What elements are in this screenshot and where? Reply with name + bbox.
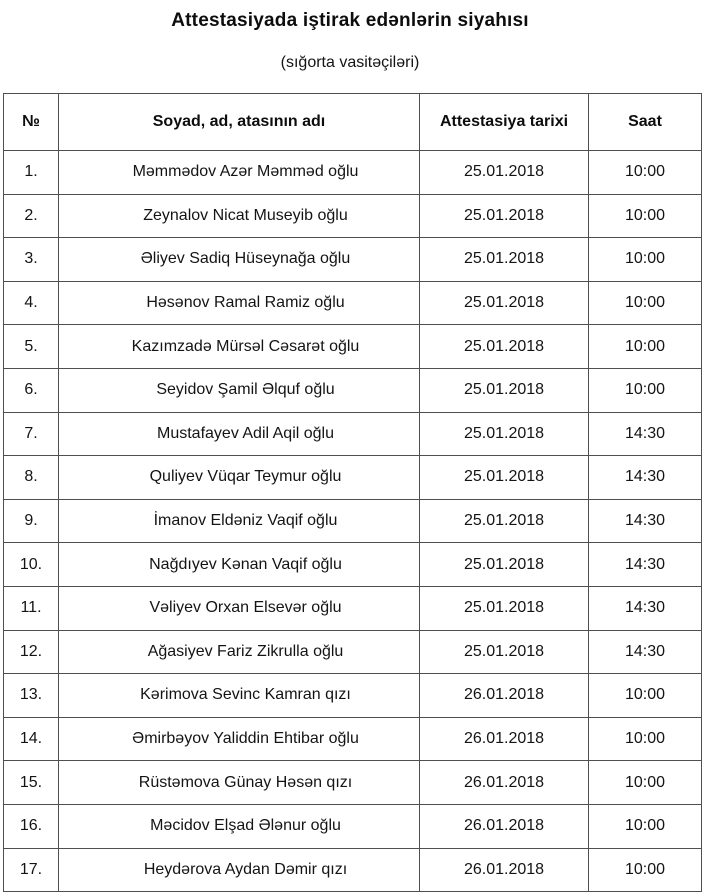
table-row	[4, 761, 702, 805]
cell-number: 1.	[4, 151, 59, 195]
cell-number: 10.	[4, 543, 59, 587]
cell-name: Nağdıyev Kənan Vaqif oğlu	[59, 543, 420, 587]
table-body	[4, 151, 702, 892]
cell-number: 12.	[4, 630, 59, 674]
cell-date: 25.01.2018	[420, 368, 589, 412]
table-header	[4, 94, 702, 151]
attestation-table	[3, 93, 702, 892]
table-row	[4, 848, 702, 892]
cell-time: 14:30	[589, 456, 702, 500]
cell-date: 26.01.2018	[420, 674, 589, 718]
cell-time: 10:00	[589, 281, 702, 325]
cell-date: 25.01.2018	[420, 499, 589, 543]
table-row	[4, 281, 702, 325]
cell-time: 10:00	[589, 368, 702, 412]
cell-number: 5.	[4, 325, 59, 369]
cell-number: 11.	[4, 586, 59, 630]
cell-name: Əliyev Sadiq Hüseynağa oğlu	[59, 238, 420, 282]
cell-date: 25.01.2018	[420, 281, 589, 325]
cell-time: 14:30	[589, 412, 702, 456]
cell-time: 10:00	[589, 804, 702, 848]
cell-number: 2.	[4, 194, 59, 238]
cell-name: Məcidov Elşad Ələnur oğlu	[59, 804, 420, 848]
cell-time: 14:30	[589, 630, 702, 674]
table-row	[4, 499, 702, 543]
cell-time: 10:00	[589, 761, 702, 805]
cell-date: 25.01.2018	[420, 412, 589, 456]
table-row	[4, 674, 702, 718]
cell-date: 26.01.2018	[420, 848, 589, 892]
cell-time: 10:00	[589, 151, 702, 195]
cell-time: 10:00	[589, 194, 702, 238]
table-row	[4, 325, 702, 369]
cell-time: 14:30	[589, 586, 702, 630]
cell-time: 14:30	[589, 543, 702, 587]
cell-name: Mustafayev Adil Aqil oğlu	[59, 412, 420, 456]
column-header-number: №	[4, 94, 59, 151]
cell-number: 8.	[4, 456, 59, 500]
cell-number: 7.	[4, 412, 59, 456]
cell-date: 26.01.2018	[420, 717, 589, 761]
column-header-time: Saat	[589, 94, 702, 151]
cell-time: 10:00	[589, 325, 702, 369]
cell-time: 10:00	[589, 674, 702, 718]
cell-number: 16.	[4, 804, 59, 848]
cell-time: 14:30	[589, 499, 702, 543]
cell-name: Seyidov Şamil Əlquf oğlu	[59, 368, 420, 412]
cell-date: 25.01.2018	[420, 543, 589, 587]
cell-name: Kərimova Sevinc Kamran qızı	[59, 674, 420, 718]
table-row	[4, 543, 702, 587]
cell-date: 26.01.2018	[420, 804, 589, 848]
cell-name: Həsənov Ramal Ramiz oğlu	[59, 281, 420, 325]
cell-time: 10:00	[589, 717, 702, 761]
table-row	[4, 586, 702, 630]
page-title: Attestasiyada iştirak edənlərin siyahısı	[171, 10, 529, 31]
cell-name: Heydərova Aydan Dəmir qızı	[59, 848, 420, 892]
cell-number: 6.	[4, 368, 59, 412]
table-row	[4, 456, 702, 500]
column-header-date: Attestasiya tarixi	[420, 94, 589, 151]
table-header-row	[4, 94, 702, 151]
cell-name: Əmirbəyov Yaliddin Ehtibar oğlu	[59, 717, 420, 761]
cell-time: 10:00	[589, 238, 702, 282]
cell-number: 14.	[4, 717, 59, 761]
cell-number: 9.	[4, 499, 59, 543]
cell-name: Məmmədov Azər Məmməd oğlu	[59, 151, 420, 195]
cell-date: 25.01.2018	[420, 630, 589, 674]
table-row	[4, 194, 702, 238]
cell-date: 25.01.2018	[420, 456, 589, 500]
cell-name: Rüstəmova Günay Həsən qızı	[59, 761, 420, 805]
cell-date: 25.01.2018	[420, 586, 589, 630]
table-row	[4, 238, 702, 282]
cell-date: 26.01.2018	[420, 761, 589, 805]
table-row	[4, 630, 702, 674]
cell-name: Quliyev Vüqar Teymur oğlu	[59, 456, 420, 500]
cell-name: Kazımzadə Mürsəl Cəsarət oğlu	[59, 325, 420, 369]
cell-number: 13.	[4, 674, 59, 718]
table-row	[4, 804, 702, 848]
table-row	[4, 412, 702, 456]
cell-date: 25.01.2018	[420, 325, 589, 369]
cell-time: 10:00	[589, 848, 702, 892]
page-subtitle: (sığorta vasitəçiləri)	[280, 54, 420, 71]
column-header-name: Soyad, ad, atasının adı	[59, 94, 420, 151]
cell-name: Zeynalov Nicat Museyib oğlu	[59, 194, 420, 238]
cell-name: İmanov Eldəniz Vaqif oğlu	[59, 499, 420, 543]
cell-date: 25.01.2018	[420, 238, 589, 282]
cell-number: 4.	[4, 281, 59, 325]
cell-number: 15.	[4, 761, 59, 805]
cell-number: 17.	[4, 848, 59, 892]
cell-number: 3.	[4, 238, 59, 282]
table-row	[4, 717, 702, 761]
cell-date: 25.01.2018	[420, 151, 589, 195]
cell-date: 25.01.2018	[420, 194, 589, 238]
cell-name: Vəliyev Orxan Elsevər oğlu	[59, 586, 420, 630]
table-row	[4, 151, 702, 195]
table-row	[4, 368, 702, 412]
cell-name: Ağasiyev Fariz Zikrulla oğlu	[59, 630, 420, 674]
